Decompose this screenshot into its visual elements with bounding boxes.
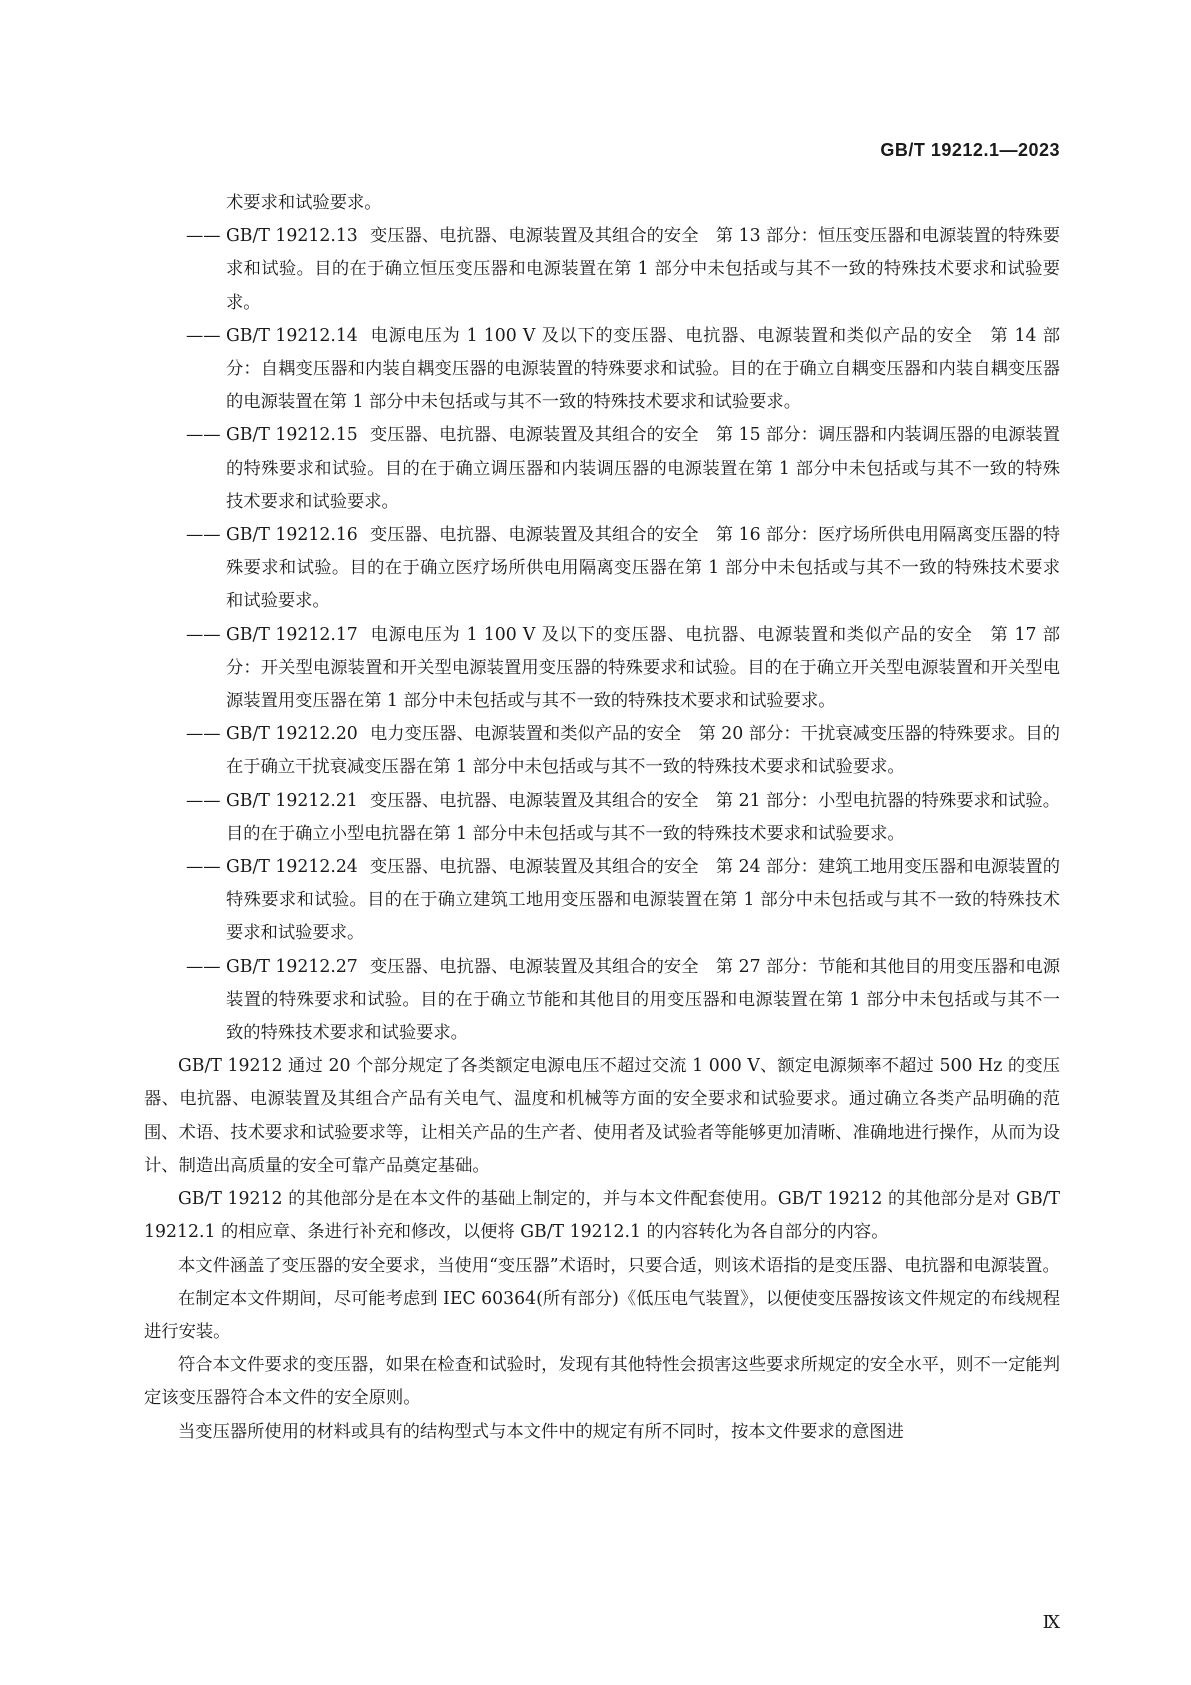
list-dash: —— [186,226,221,247]
standard-code: GB/T 19212.24 [226,857,358,878]
list-item [144,419,1060,519]
list-dash: —— [186,790,221,811]
list-dash: —— [186,857,221,878]
standard-number-header: GB/T 19212.1—2023 [880,140,1060,160]
list-dash: —— [186,525,221,546]
standard-code: GB/T 19212.20 [226,724,358,745]
body-paragraph: 在制定本文件期间，尽可能考虑到 IEC 60364(所有部分)《低压电气装置》，以便使变压器按该文件规定的布线规程进行安装。 [144,1288,1060,1342]
list-dash: —— [186,624,221,645]
list-item [144,851,1060,951]
item-text: 变压器、电抗器、电源装置及其组合的安全 第 13 部分：恒压变压器和电源装置的特殊要求和试验。目的在于确立恒压变压器和电源装置在第 1 部分中未包括或与其不一致的特殊技术要求和试验要求。 [226,226,1060,313]
list-item [144,320,1060,420]
list-dash: —— [186,325,221,346]
body-paragraph: GB/T 19212 通过 20 个部分规定了各类额定电源电压不超过交流 1 000 V、额定电源频率不超过 500 Hz 的变压器、电抗器、电源装置及其组合产品有关电气、温度和机械等方面的安全要求和试验要求。通过确立各类产品明确的范围、术语、技术要求和试验要求等，让相关产品的生产者、使用者及试验者等能够更加清晰、准确地进行操作，从而为设计、制造出高质量的安全可靠产品奠定基础。 [144,1056,1060,1176]
list-item [144,220,1060,320]
body-paragraph: 本文件涵盖了变压器的安全要求，当使用“变压器”术语时，只要合适，则该术语指的是变压器、电抗器和电源装置。 [178,1255,1060,1276]
item-text: 变压器、电抗器、电源装置及其组合的安全 第 27 部分：节能和其他目的用变压器和电源装置的特殊要求和试验。目的在于确立节能和其他目的用变压器和电源装置在第 1 部分中未包括或与其不一致的特殊技术要求和试验要求。 [226,956,1060,1044]
list-dash: —— [186,425,221,446]
item-text: 变压器、电抗器、电源装置及其组合的安全 第 21 部分：小型电抗器的特殊要求和试验。目的在于确立小型电抗器在第 1 部分中未包括或与其不一致的特殊技术要求和试验要求。 [226,790,1060,844]
standard-code: GB/T 19212.14 [226,325,358,346]
item-text: 电源电压为 1 100 V 及以下的变压器、电抗器、电源装置和类似产品的安全 第 17 部分：开关型电源装置和开关型电源装置用变压器的特殊要求和试验。目的在于确立开关型电源装置和开关型电源装置用变压器在第 1 部分中未包括或与其不一致的特殊技术要求和试验要求。 [226,624,1060,712]
standard-code: GB/T 19212.17 [226,624,358,645]
list-item [144,718,1060,784]
item-text: 变压器、电抗器、电源装置及其组合的安全 第 24 部分：建筑工地用变压器和电源装置的特殊要求和试验。目的在于确立建筑工地用变压器和电源装置在第 1 部分中未包括或与其不一致的特殊技术要求和试验要求。 [226,857,1060,944]
list-item [144,619,1060,719]
standard-code: GB/T 19212.27 [226,956,358,977]
item-text: 变压器、电抗器、电源装置及其组合的安全 第 16 部分：医疗场所供电用隔离变压器的特殊要求和试验。目的在于确立医疗场所供电用隔离变压器在第 1 部分中未包括或与其不一致的特殊技术要求和试验要求。 [226,525,1060,612]
item-text: 电力变压器、电源装置和类似产品的安全 第 20 部分：干扰衰减变压器的特殊要求。目的在于确立干扰衰减变压器在第 1 部分中未包括或与其不一致的特殊技术要求和试验要求。 [226,724,1060,778]
continuation-line: 术要求和试验要求。 [226,193,382,213]
body-paragraph: 当变压器所使用的材料或具有的结构型式与本文件中的规定有所不同时，按本文件要求的意图进 [178,1421,904,1442]
item-text: 电源电压为 1 100 V 及以下的变压器、电抗器、电源装置和类似产品的安全 第 14 部分：自耦变压器和内装自耦变压器的电源装置的特殊要求和试验。目的在于确立自耦变压器和内装自耦变压器的电源装置在第 1 部分中未包括或与其不一致的特殊技术要求和试验要求。 [226,325,1060,413]
page-number: Ⅸ [1042,1612,1060,1633]
body-paragraph: GB/T 19212 的其他部分是在本文件的基础上制定的，并与本文件配套使用。GB/T 19212 的其他部分是对 GB/T 19212.1 的相应章、条进行补充和修改，以便将 GB/T 19212.1 的内容转化为各自部分的内容。 [144,1189,1060,1243]
standard-code: GB/T 19212.13 [226,226,358,247]
standard-code: GB/T 19212.16 [226,525,358,546]
list-dash: —— [186,724,221,745]
item-text: 变压器、电抗器、电源装置及其组合的安全 第 15 部分：调压器和内装调压器的电源装置的特殊要求和试验。目的在于确立调压器和内装调压器的电源装置在第 1 部分中未包括或与其不一致的特殊技术要求和试验要求。 [226,425,1060,512]
list-item [144,519,1060,619]
list-dash: —— [186,956,221,977]
standard-code: GB/T 19212.21 [226,790,358,811]
document-body [144,187,1060,1449]
standard-code: GB/T 19212.15 [226,425,358,446]
list-item [144,951,1060,1051]
list-item [144,785,1060,851]
body-paragraph: 符合本文件要求的变压器，如果在检查和试验时，发现有其他特性会损害这些要求所规定的安全水平，则不一定能判定该变压器符合本文件的安全原则。 [144,1355,1060,1409]
